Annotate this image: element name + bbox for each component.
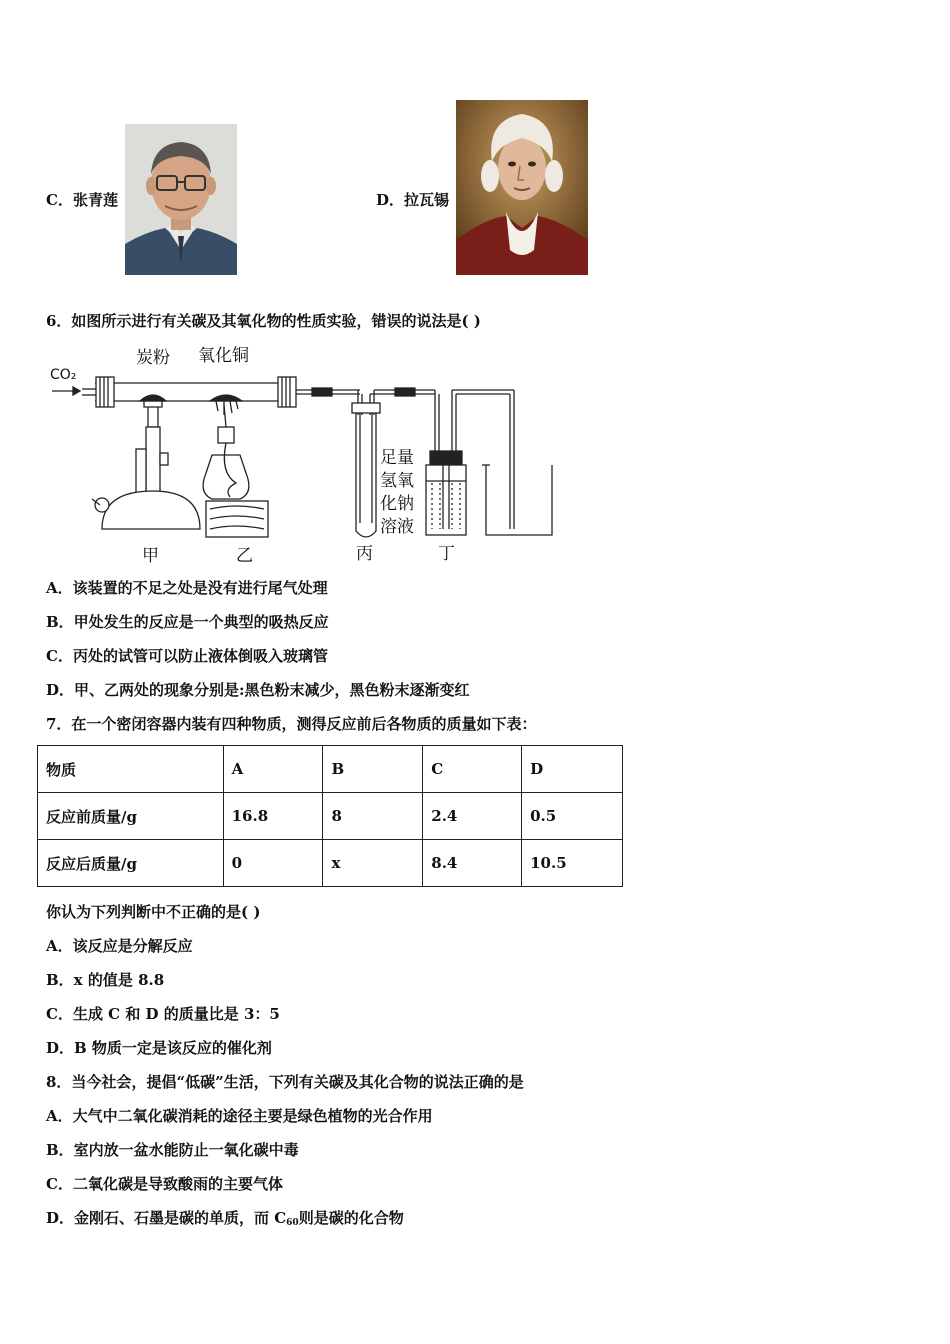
- apparatus-diagram: [40, 343, 560, 568]
- zhang-qinglian-portrait: [125, 124, 237, 275]
- table-cell: 2.4: [423, 793, 522, 840]
- q8-option-d-prefix: D．金刚石、石墨是碳的单质，而 C: [46, 1209, 287, 1227]
- table-header-cell: 物质: [38, 746, 224, 793]
- q6-option-a: A．该装置的不足之处是没有进行尾气处理: [46, 579, 328, 597]
- label-bing: 丙: [356, 544, 373, 564]
- table-header-cell: B: [323, 746, 423, 793]
- q6-option-c: C．丙处的试管可以防止液体倒吸入玻璃管: [46, 647, 328, 665]
- label-naoh-4: 溶液: [380, 517, 414, 537]
- table-cell: 0: [223, 840, 323, 887]
- table-cell: 10.5: [522, 840, 623, 887]
- table-cell: 8: [323, 793, 423, 840]
- table-cell: 16.8: [223, 793, 323, 840]
- table-cell: 8.4: [423, 840, 522, 887]
- table-cell: 反应前质量/g: [38, 793, 224, 840]
- table-row: [38, 840, 623, 887]
- q7-question: 你认为下列判断中不正确的是( ): [46, 903, 261, 921]
- c60-subscript: 60: [286, 1218, 299, 1228]
- q6-stem: 6．如图所示进行有关碳及其氧化物的性质实验，错误的说法是( ): [46, 312, 481, 330]
- lavoisier-portrait: [456, 100, 588, 275]
- q7-option-b: B．x 的值是 8.8: [46, 971, 165, 989]
- table-header-row: [38, 746, 623, 793]
- q5-option-c: C．张青莲: [46, 191, 118, 209]
- q8-option-d: [46, 1208, 404, 1233]
- label-naoh-1: 足量: [380, 448, 414, 468]
- label-naoh-2: 氢氧: [380, 471, 414, 491]
- label-yi: 乙: [236, 546, 253, 566]
- q8-option-a: A．大气中二氧化碳消耗的途径主要是绿色植物的光合作用: [46, 1107, 433, 1125]
- q7-option-a: A．该反应是分解反应: [46, 937, 193, 955]
- label-naoh-3: 化钠: [380, 494, 414, 514]
- q8-option-c: C．二氧化碳是导致酸雨的主要气体: [46, 1175, 283, 1193]
- label-ding: 丁: [438, 544, 455, 564]
- mass-table: [37, 745, 623, 887]
- table-cell: x: [323, 840, 423, 887]
- table-cell: 0.5: [522, 793, 623, 840]
- table-header-cell: C: [423, 746, 522, 793]
- q7-option-c: C．生成 C 和 D 的质量比是 3：5: [46, 1005, 280, 1023]
- label-carbon-powder: 炭粉: [136, 348, 170, 368]
- q6-option-d: D．甲、乙两处的现象分别是:黑色粉末减少，黑色粉末逐渐变红: [46, 681, 470, 699]
- q8-option-d-suffix: 则是碳的化合物: [298, 1209, 404, 1227]
- table-header-cell: A: [223, 746, 323, 793]
- label-copper-oxide: 氧化铜: [198, 346, 249, 366]
- q5-option-d: D．拉瓦锡: [376, 191, 450, 209]
- q7-stem: 7．在一个密闭容器内装有四种物质，测得反应前后各物质的质量如下表：: [46, 715, 537, 733]
- q7-option-d: D．B 物质一定是该反应的催化剂: [46, 1039, 272, 1057]
- q8-stem: 8．当今社会，提倡“低碳”生活，下列有关碳及其化合物的说法正确的是: [46, 1073, 524, 1091]
- q8-option-b: B．室内放一盆水能防止一氧化碳中毒: [46, 1141, 299, 1159]
- table-cell: 反应后质量/g: [38, 840, 224, 887]
- co2-label: CO₂: [50, 367, 77, 383]
- table-row: [38, 793, 623, 840]
- q6-option-b: B．甲处发生的反应是一个典型的吸热反应: [46, 613, 329, 631]
- label-jia: 甲: [142, 546, 159, 566]
- table-header-cell: D: [522, 746, 623, 793]
